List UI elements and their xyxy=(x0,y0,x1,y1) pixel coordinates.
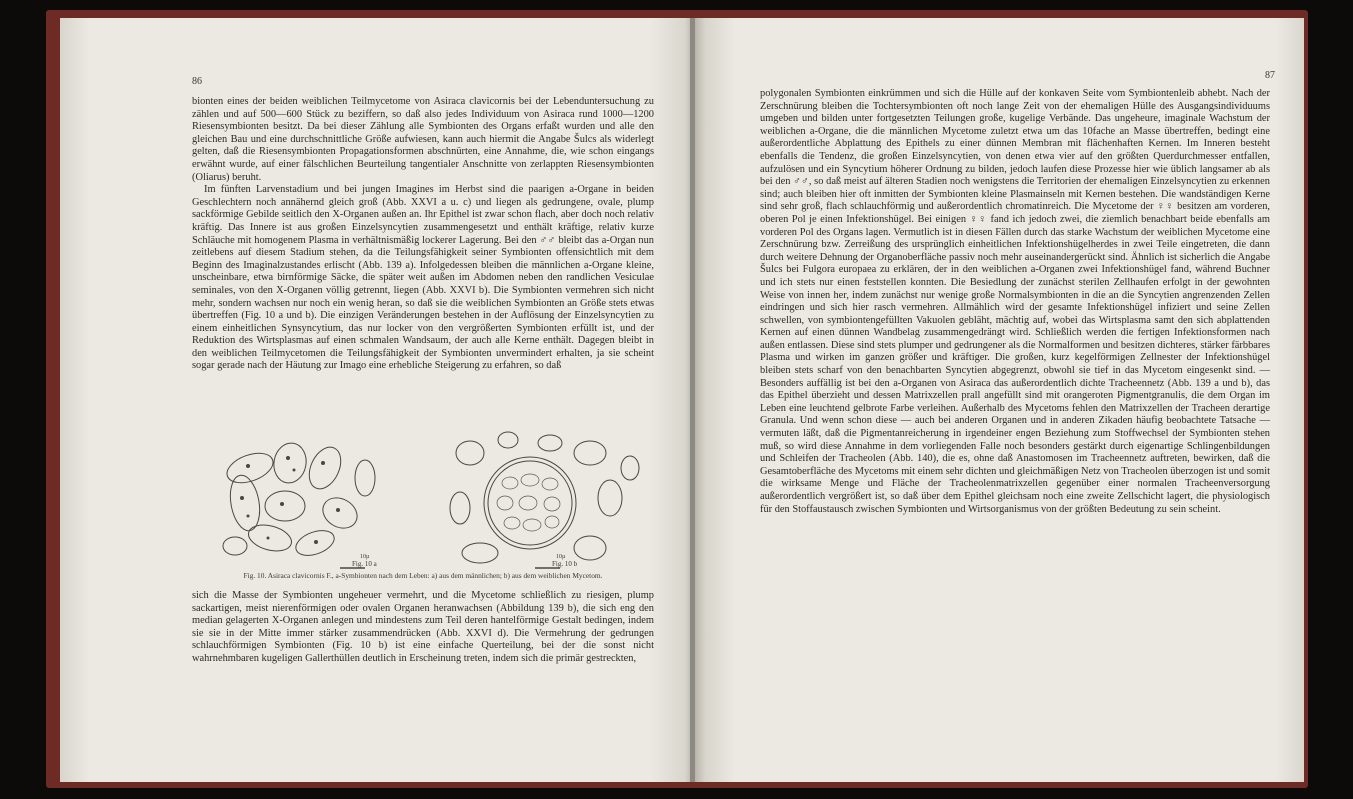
text-column-bottom xyxy=(192,590,654,666)
page-number: 87 xyxy=(1265,70,1275,81)
paragraph: polygonalen Symbionten einkrümmen und sich die Hülle auf der konkaven Seite vom Symbiontenleib abhebt. Nach der Zerschnürung bleiben die Tochtersymbionten oft noch lange Zeit von der ehemaligen Hülle des Ausgangsindividuums umgeben und bilden unter fortgesetzten Teilungen große, kugelige Verbände. Das ungeheure, imaginale Wachstum der weiblichen a-Organe, die die männlichen Mycetome zuletzt etwa um das 10fache an Masse übertreffen, bedingt eine außerordentliche Abplattung des Epithels zu einer dünnen Membran mit flächenhaften Kernen. Im Inneren besteht ebenfalls die Tendenz, die großen Einzelsyncytien, von denen etwa vier auf den größten Querdurchmesser entfallen, aufzulösen und ein Syncytium höherer Ordnung zu bilden, jedoch laufen diese Prozesse hier wie üblich langsamer ab als bei den ♂♂, so daß meist auf älteren Stadien noch wenigstens die Territorien der ehemaligen Einzelsyncytien zu erkennen sind; auch bleiben hier oft inmitten der Symbionten kleine Plasmainseln mit Kernen bestehen. Die wandständigen Kerne sind sehr groß, flach schlauchförmig und außerordentlich chromatinreich. Die Mycetome der ♀♀ besitzen am vorderen, oberen Pol je einen Infektionshügel. Bei einigen ♀♀ fand ich jedoch zwei, die ziemlich benachbart beide ebenfalls am vorderen Pol des Organs lagen. Vermutlich ist in diesen Fällen durch das starke Wachstum der weiblichen Mycetome eine Zerschnürung bzw. Zerreißung des ursprünglich einheitlichen Infektionshügelherdes in zwei Teile eingetreten, die dann durch weitere Dehnung der Organoberfläche passiv noch mehr auseinandergerückt sind. Ähnlich ist sicherlich die Angabe Šulcs bei Fulgora europaea zu erklären, der in den weiblichen a-Organen zwei Infektionshügel fand, während Buchner und ich stets nur einen feststellen konnten. Die Besiedlung der zunächst sterilen Zellhaufen erfolgt in der gewohnten Weise von innen her, indem zunächst nur wenige große Normalsymbionten in die an die Syncytien angrenzenden Zellen eindringen und sich hier rasch vermehren. Allmählich wird der gesamte Infektionshügel infiziert und seine Zellen schwellen, von symbiontengefüllten Vakuolen gebläht, mächtig auf, wobei das Wirtsplasma samt den sich abplattenden Kernen auf einen dünnen Wandbelag zusammengedrängt wird. Schließlich werden die fertigen Infektionsformen nach außen entlassen. Diese sind stets plumper und gedrungener als die Normalformen und besitzen dichteres, stärker färbbares Plasma und wirken im ganzen größer und kräftiger. Die großen, kurz kegelförmigen Zellnester der Infektionshügel bleiben stets scharf von den benachbarten Syncytien abgegrenzt, obwohl sie tief in das Mycetom eingesenkt sind. — Besonders auffällig ist bei den a-Organen von Asiraca das außerordentlich dichte Tracheennetz (Abb. 139 a und b), das das Epithel überzieht und dessen Matrixzellen prall angefüllt sind mit orangeroten Pigmentgranulis, die dem Organ im Leben eine leuchtend gelbrote Farbe verleihen. Außerhalb des Mycetoms fehlen den Matrixzellen der Tracheen derartige Granula. Und wenn schon diese — auch bei anderen Organen und in anderen Zikaden häufig beobachtete Tatsache — vermuten läßt, daß die Pigmentanreicherung in irgendeiner engen Beziehung zum Stoffwechsel der Symbionten stehen muß, so wird diese Annahme in dem vorliegenden Falle noch besonders gestärkt durch eigenartige Schlingenbildungen und Schleifen der Tracheolen (Abb. 140), die es, ohne daß Anastomosen im Tracheennetz auftreten, bewirken, daß die Gesamtoberfläche des Mycetoms mit einem sehr dichten und gleichmäßigen Netz von Tracheolen überzogen ist und somit die wirksame Menge und Fläche der Tracheolenmatrixzellen gegenüber einer normalen Tracheenversorgung außerordentlich vergrößert ist, so daß über dem Epithel gleichsam noch eine zweite Zellschicht lagert, die physiologisch für den Stoffaustausch zwischen Symbionten und Wirtsorganismus von der größten Bedeutung zu sein scheint. xyxy=(760,88,1270,515)
paragraph: sich die Masse der Symbionten ungeheuer vermehrt, und die Mycetome schließlich zu riesigen, plump sackartigen, meist nierenförmigen oder ovalen Organen heranwachsen (Abbildung 139 b), die sich eng den median gelagerten X-Organen anlegen und mindestens zum Teil deren hantelförmige Gestalt bedingen, indem sie sie in der Mitte immer stärker zusammendrücken (Abb. XXVI d). Die Vermehrung der gedrungen schlauchförmigen Symbionten (Fig. 10 b) ist eine einfache Querteilung, bei der die sonst nicht wahrnehmbaren kugeligen Gallerthüllen deutlich in Erscheinung treten, indem sich die primär gestreckten, xyxy=(192,590,654,664)
figure-label-b: Fig. 10 b xyxy=(552,560,578,568)
right-page xyxy=(695,18,1304,782)
text-column xyxy=(760,88,1270,516)
scale-label-a: 10µ xyxy=(360,554,370,560)
figure-10 xyxy=(190,418,650,583)
symbiont-drawing xyxy=(190,418,650,583)
scale-label-b: 10µ xyxy=(556,554,566,560)
left-page xyxy=(60,18,693,782)
text-column-top xyxy=(192,96,654,373)
page-number: 86 xyxy=(192,76,202,87)
paragraph: bionten eines der beiden weiblichen Teilmycetome von Asiraca clavicornis bei der Lebenduntersuchung zu zählen und auf 500—600 Stück zu beziffern, so daß also jedes Individuum von Asiraca rund 1000—1200 Riesensymbionten besitzt. Da bei dieser Zählung alle Symbionten des Organs erfaßt wurden und alle den gleichen Bau und eine durchschnittliche Größe aufwiesen, kann auch hiermit die Angabe Šulcs als widerlegt gelten, daß die Riesensymbionten Propagationsformen abschnürten, eine Annahme, die, wie schon eingangs erwähnt wurde, auf einer fälschlichen Beurteilung tangentialer Anschnitte von zerlappten Riesensymbionten (Oliarus) beruht. xyxy=(192,96,654,183)
figure-label-a: Fig. 10 a xyxy=(352,560,377,568)
figure-caption: Fig. 10. Asiraca clavicornis F., a-Symbionten nach dem Leben: a) aus dem männlichen; b) aus dem weiblichen Mycetom. xyxy=(243,571,603,580)
paragraph: Im fünften Larvenstadium und bei jungen Imagines im Herbst sind die paarigen a-Organe in beiden Geschlechtern noch annähernd gleich groß (Abb. XXVI a u. c) und liegen als gedrungene, ovale, plump sackförmige Gebilde seitlich den X-Organen außen an. Ihr Epithel ist zwar schon flach, aber doch noch relativ kräftig. Das Innere ist aus großen Einzelsyncytien zusammengesetzt und enthält kräftige, relativ kurze Schläuche mit homogenem Plasma in verhältnismäßig lockerer Lagerung. Bei den ♂♂ bleibt das a-Organ nun zeitlebens auf diesem Stadium stehen, da die Teilungsfähigkeit seiner Symbionten offensichtlich mit dem Beginn des Imaginalzustandes erlischt (Abb. 139 a). Infolgedessen bleiben die männlichen a-Organe kleine, unscheinbare, etwa birnförmige Säcke, die später weit außen im Abdomen neben den randlichen Vesiculae seminales, von den X-Organen völlig getrennt, liegen (Abb. XXVI b). Die Symbionten vermehren sich nicht mehr, sondern wachsen nur noch ein wenig heran, so daß sie die weiblichen Symbionten an Größe stets etwas übertreffen (Fig. 10 a und b). Die einzigen Veränderungen bestehen in der Auflösung der Einzelsyncytien zu einem einheitlichen Synsyncytium, das nur locker von den vergrößerten Symbionten erfüllt ist, und der Reduktion des Wirtsplasmas auf einen schmalen Wandsaum, der auch alle Kerne enthält. Dagegen bleibt in den weiblichen Teilmycetomen die Teilungsfähigkeit der Symbionten unvermindert erhalten, ja sie scheint sogar gerade nach der Häutung zur Imago eine erhebliche Steigerung zu erfahren, so daß xyxy=(192,184,654,372)
